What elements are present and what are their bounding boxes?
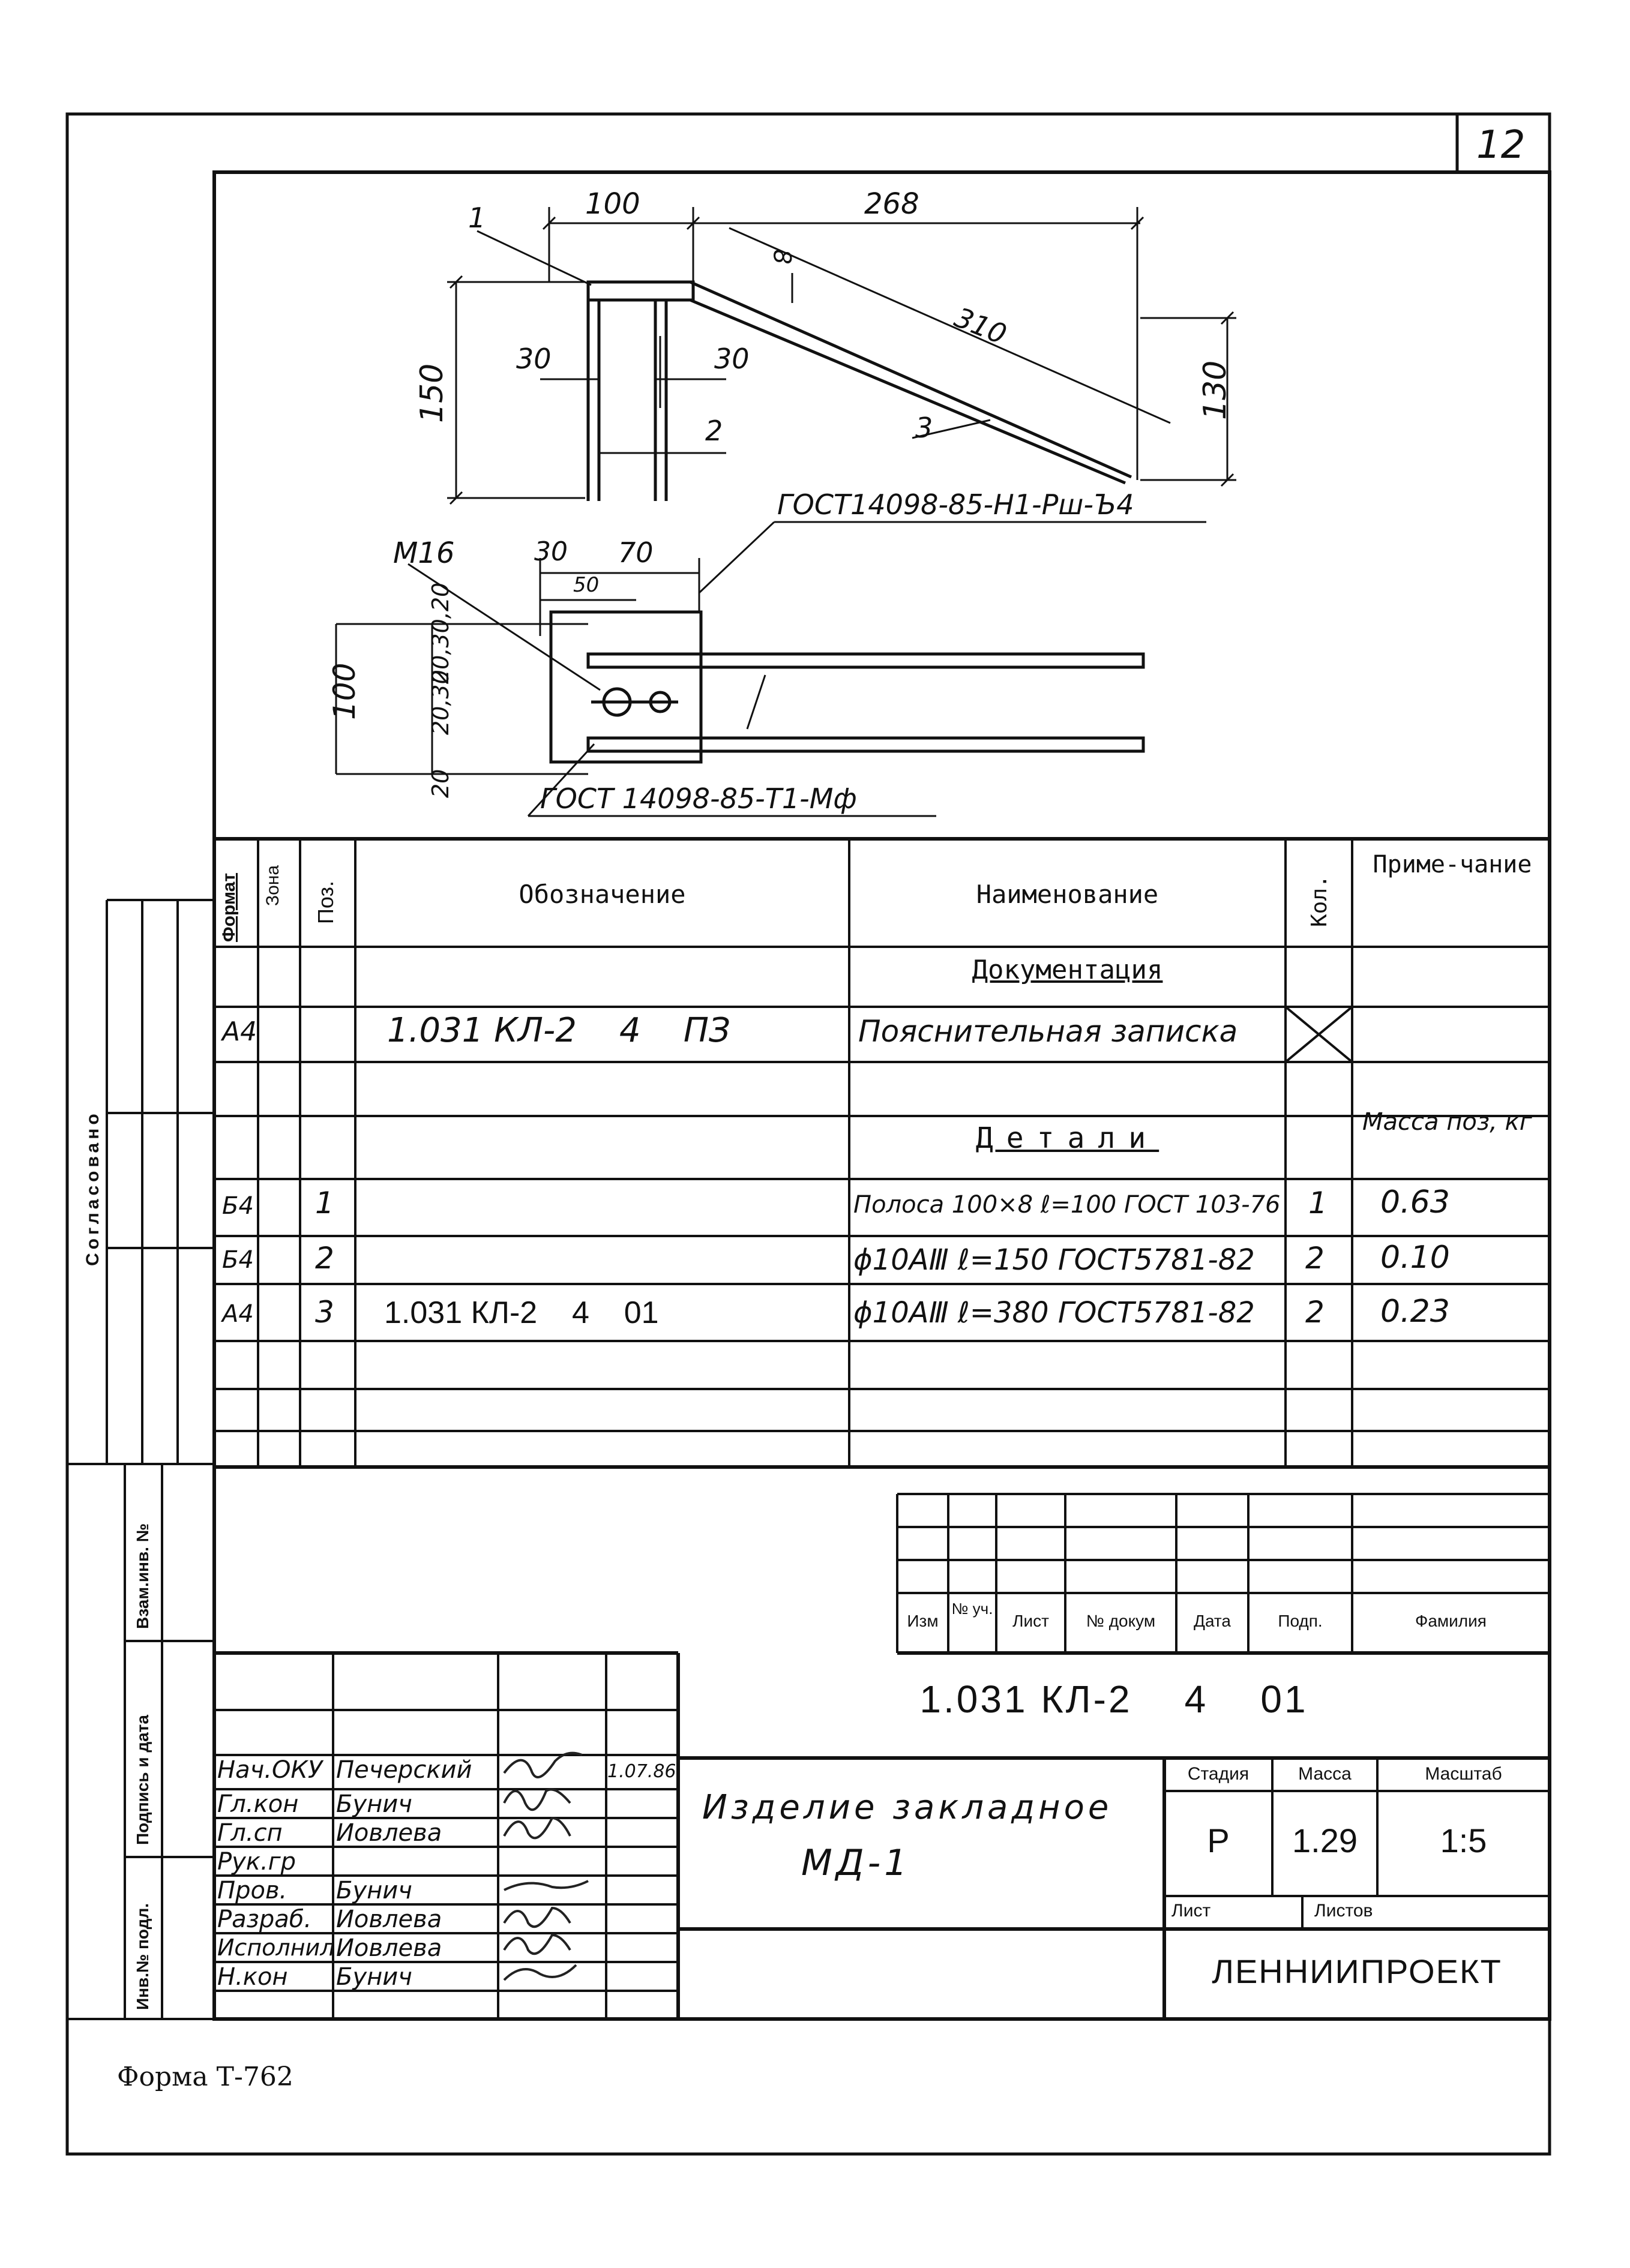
- signature-icon: [504, 1881, 588, 1890]
- drawing-mark: МД-1: [801, 1842, 911, 1884]
- staff-name: Иовлева: [336, 1819, 442, 1847]
- mass-value: 1.29: [1292, 1822, 1358, 1859]
- row-format: А4: [222, 1016, 257, 1047]
- row-format: Б4: [222, 1246, 254, 1274]
- row-format: Б4: [222, 1192, 254, 1220]
- signature-date-label: Подпись и дата: [133, 1715, 152, 1845]
- mass-label: Масса: [1298, 1764, 1352, 1784]
- interchange-label: Взам.инв. №: [133, 1523, 152, 1629]
- document-code: 1.031 КЛ-2 4 01: [919, 1678, 1308, 1721]
- header-note: Приме-чание: [1373, 851, 1532, 878]
- dim-30-right: 30: [714, 343, 750, 375]
- row-qty: 1: [1308, 1186, 1328, 1220]
- stage-value: Р: [1207, 1822, 1230, 1859]
- rev-header-doc: № докум: [1086, 1612, 1156, 1630]
- staff-role: Пров.: [217, 1877, 287, 1904]
- rev-header-izm: Изм: [907, 1612, 939, 1630]
- dim-50-plan: 50: [573, 573, 600, 597]
- signature-icon: [504, 1908, 570, 1927]
- sheet-number: 12: [1476, 123, 1526, 167]
- section-parts: Детали: [975, 1121, 1159, 1155]
- position-2-callout: 2: [705, 415, 723, 447]
- staff-name: Иовлева: [336, 1906, 442, 1933]
- section-documentation: Документация: [972, 955, 1163, 985]
- drawing-title: Изделие закладное: [702, 1788, 1113, 1827]
- dim-8: 8: [768, 249, 796, 265]
- row-designation: 1.031 КЛ-2 4 ПЗ: [387, 1011, 730, 1050]
- header-designation: Обозначение: [519, 880, 686, 909]
- approval-date: 1.07.86: [607, 1761, 676, 1782]
- stage-label: Стадия: [1187, 1764, 1250, 1784]
- dim-stack-upper: 20,30,20: [427, 582, 454, 684]
- row-name: ϕ10АⅢ ℓ=150 ГОСТ5781-82: [853, 1243, 1255, 1277]
- staff-role: Нач.ОКУ: [217, 1756, 323, 1784]
- weld-note-bottom: ГОСТ 14098-85-Т1-Мф: [540, 782, 857, 815]
- staff-name: Бунич: [336, 1790, 412, 1818]
- rev-header-date: Дата: [1193, 1612, 1231, 1630]
- row-mass: 0.23: [1380, 1294, 1450, 1330]
- dim-stack-lower: 20,30: [427, 670, 454, 735]
- dim-268: 268: [864, 187, 919, 221]
- staff-role: Исполнил: [217, 1934, 335, 1961]
- staff-name: Бунич: [336, 1963, 412, 1991]
- row-qty: 2: [1305, 1295, 1325, 1330]
- row-name: ϕ10АⅢ ℓ=380 ГОСТ5781-82: [853, 1296, 1255, 1330]
- dim-100-plan: 100: [327, 662, 362, 720]
- staff-name: Печерский: [336, 1756, 472, 1784]
- staff-role: Гл.кон: [217, 1790, 299, 1818]
- staff-role: Рук.гр: [217, 1848, 296, 1876]
- agreed-label: Согласовано: [83, 1110, 103, 1266]
- staff-name: Бунич: [336, 1877, 412, 1904]
- row-name: Пояснительная записка: [858, 1014, 1238, 1049]
- rev-header-surname: Фамилия: [1415, 1612, 1487, 1630]
- row-qty: 2: [1305, 1241, 1325, 1276]
- sheets-label: Листов: [1314, 1901, 1373, 1921]
- row-mass: 0.63: [1380, 1184, 1450, 1220]
- row-pos: 2: [315, 1241, 334, 1276]
- staff-role: Разраб.: [217, 1906, 312, 1933]
- dim-30-plan: 30: [534, 536, 568, 567]
- signature-icon: [504, 1965, 576, 1980]
- header-zone: Зона: [263, 865, 283, 906]
- scale-value: 1:5: [1440, 1822, 1487, 1859]
- organization-name: ЛЕННИИПРОЕКТ: [1212, 1952, 1502, 1990]
- row-name: Полоса 100×8 ℓ=100 ГОСТ 103-76: [853, 1191, 1281, 1219]
- form-label: Форма Т-762: [117, 2062, 293, 2092]
- dim-100-top: 100: [585, 187, 640, 221]
- row-designation: 1.031 КЛ-2 4 01: [384, 1295, 659, 1330]
- rev-header-uch: № уч.: [951, 1600, 993, 1618]
- signature-icon: [504, 1818, 570, 1838]
- position-3-callout: 3: [915, 412, 933, 444]
- position-1-callout: 1: [468, 202, 486, 234]
- row-pos: 3: [315, 1295, 334, 1330]
- row-mass: 0.10: [1380, 1240, 1450, 1276]
- header-format: Формат: [219, 872, 239, 942]
- rev-header-sign: Подп.: [1278, 1612, 1323, 1630]
- staff-name: Иовлева: [336, 1934, 442, 1962]
- header-pos: Поз.: [313, 881, 338, 924]
- header-name: Наименование: [976, 880, 1159, 909]
- rev-header-list: Лист: [1012, 1612, 1049, 1630]
- signature-icon: [504, 1790, 570, 1810]
- weld-note-top: ГОСТ14098-85-Н1-Рш-Ъ4: [777, 488, 1134, 521]
- signature-icon: [504, 1753, 582, 1777]
- staff-role: Гл.сп: [217, 1819, 283, 1847]
- mass-header: Масса поз, кг: [1362, 1108, 1532, 1136]
- dim-70-plan: 70: [618, 536, 654, 569]
- dim-30-left: 30: [516, 343, 552, 375]
- signature-icon: [504, 1935, 570, 1954]
- bolt-m16-label: М16: [393, 536, 455, 570]
- dim-150: 150: [414, 363, 450, 423]
- inv-original-label: Инв.№ подл.: [133, 1903, 152, 2010]
- row-pos: 1: [315, 1186, 334, 1220]
- staff-role: Н.кон: [217, 1963, 288, 1991]
- dim-310: 310: [950, 301, 1011, 351]
- scale-label: Масштаб: [1425, 1764, 1502, 1784]
- header-qty: Кол.: [1307, 875, 1332, 927]
- dim-20-plan: 20: [427, 769, 454, 798]
- sheet-label: Лист: [1171, 1901, 1211, 1921]
- dim-130: 130: [1197, 360, 1233, 420]
- row-format: А4: [222, 1300, 254, 1328]
